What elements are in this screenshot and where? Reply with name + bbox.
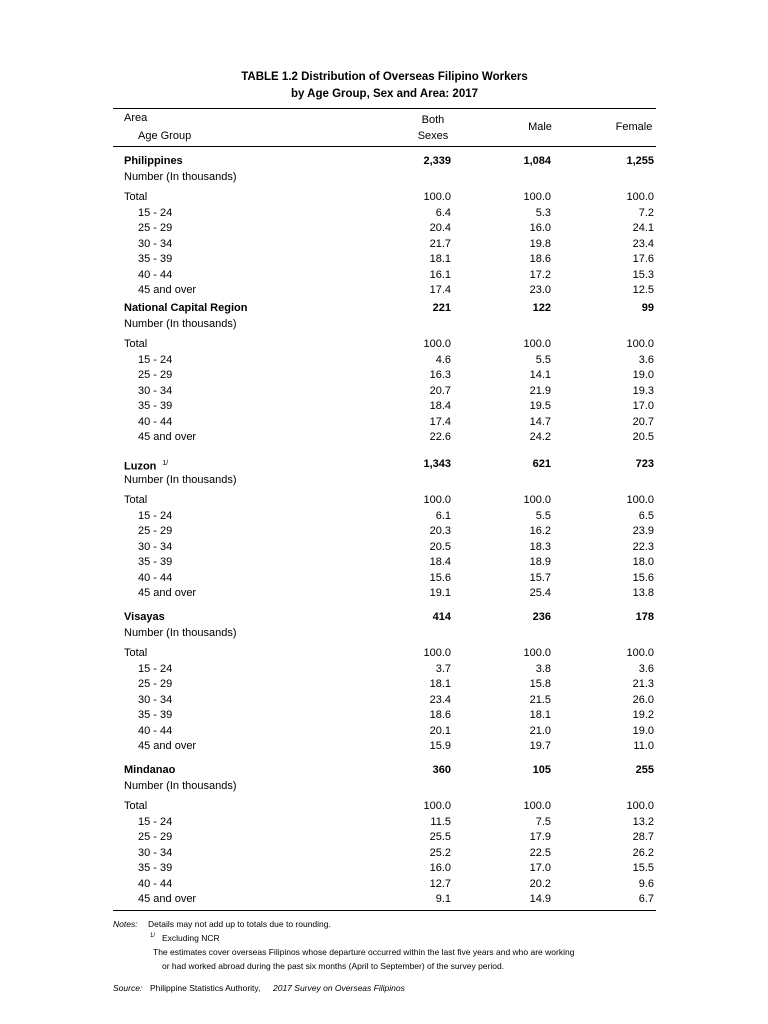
table-cell: 25.4 [529,587,551,599]
number-value: 221 [432,302,451,314]
table-cell: 16.0 [529,222,551,234]
age-group-label: 25 - 29 [138,369,173,381]
source-survey: 2017 Survey on Overseas Filipinos [273,983,405,993]
table-cell: 3.8 [535,662,551,675]
total-value: 100.0 [423,800,451,812]
table-cell: 9.1 [435,893,451,905]
age-group-label: 45 and over [138,284,197,296]
table-subtitle: by Age Group, Sex and Area: 2017 [290,88,479,100]
table-cell: 21.9 [529,384,551,397]
number-value: 236 [532,611,551,623]
table-cell: 14.7 [529,415,551,428]
number-value: 1,255 [626,155,654,167]
table-cell: 5.5 [535,353,551,366]
number-label: Number (In thousands) [124,780,237,792]
table-cell: 15.8 [529,678,551,690]
number-value: 178 [635,611,654,623]
total-label: Total [124,191,148,203]
number-value: 723 [635,458,654,470]
table-cell: 20.1 [429,724,451,737]
table-cell: 18.1 [429,253,451,265]
number-label: Number (In thousands) [124,474,237,486]
table-cell: 15.9 [429,740,451,752]
table-cell: 18.4 [429,400,451,412]
age-group-label: 25 - 29 [138,222,173,234]
table-cell: 19.0 [632,369,654,381]
table-cell: 13.8 [632,587,654,599]
table-cell: 17.6 [632,253,654,265]
table-cell: 18.1 [529,709,551,721]
age-group-label: 45 and over [138,740,197,752]
table-cell: 21.3 [632,678,654,690]
age-group-label: 15 - 24 [138,815,173,828]
number-value: 1,084 [523,155,551,167]
notes-label: Notes: [113,919,138,929]
age-group-label: 40 - 44 [138,268,173,281]
table-cell: 15.5 [632,862,654,874]
table-cell: 22.6 [429,431,451,443]
number-value: 255 [635,764,654,776]
table-cell: 17.0 [529,862,551,874]
table-cell: 28.7 [632,831,654,843]
number-value: 360 [432,764,451,776]
area-name: Philippines [124,155,183,167]
age-group-label: 30 - 34 [138,540,173,553]
table-cell: 18.0 [632,556,654,568]
table-cell: 18.3 [529,540,551,553]
table-cell: 17.9 [529,831,551,843]
table-cell: 22.3 [632,540,654,553]
age-group-label: 40 - 44 [138,415,173,428]
table-title: TABLE 1.2 Distribution of Overseas Filipino Workers [241,71,528,83]
table-cell: 18.6 [429,709,451,721]
table-cell: 9.6 [638,877,654,890]
table-cell: 19.3 [632,384,654,397]
age-group-label: 45 and over [138,893,197,905]
header-both-line1: Both [421,114,445,126]
notes-line4: or had worked abroad during the past six months (April to September) of the survey period. [162,961,505,971]
notes-line3: The estimates cover overseas Filipinos whose departure occurred within the last five years and who are working [153,947,575,957]
footnote-mark: 1/ [162,460,169,467]
table-cell: 19.0 [632,724,654,737]
age-group-label: 35 - 39 [138,400,173,412]
table-cell: 20.5 [429,540,451,553]
age-group-label: 30 - 34 [138,693,173,706]
age-group-label: 25 - 29 [138,525,173,537]
table-cell: 21.0 [529,724,551,737]
table-cell: 3.6 [638,353,654,366]
table-cell: 7.2 [638,206,654,219]
age-group-label: 35 - 39 [138,862,173,874]
number-label: Number (In thousands) [124,318,237,330]
table-cell: 18.4 [429,556,451,568]
table-cell: 24.1 [632,222,654,234]
table-cell: 18.9 [529,556,551,568]
table-cell: 22.5 [529,846,551,859]
table-cell: 5.3 [535,206,551,219]
table-cell: 21.5 [529,693,551,706]
number-value: 621 [532,458,551,470]
table-cell: 18.6 [529,253,551,265]
table-cell: 12.7 [429,877,451,890]
table-cell: 3.7 [435,662,451,675]
area-name: Visayas [124,611,165,623]
header-area: Area [124,112,148,124]
table-cell: 16.1 [429,268,451,281]
table-cell: 7.5 [535,815,551,828]
table-cell: 14.1 [529,369,551,381]
age-group-label: 35 - 39 [138,556,173,568]
header-female: Female [615,121,653,133]
total-value: 100.0 [626,338,654,350]
table-cell: 17.0 [632,400,654,412]
age-group-label: 40 - 44 [138,724,173,737]
age-group-label: 25 - 29 [138,831,173,843]
age-group-label: 15 - 24 [138,662,173,675]
age-group-label: 30 - 34 [138,846,173,859]
number-label: Number (In thousands) [124,171,237,183]
age-group-label: 40 - 44 [138,877,173,890]
age-group-label: 15 - 24 [138,509,173,522]
table-cell: 20.7 [429,384,451,397]
area-name: National Capital Region [124,302,248,314]
table-cell: 15.3 [632,268,654,281]
header-male: Male [528,121,552,133]
table-cell: 15.6 [429,571,451,584]
table-cell: 20.4 [429,222,451,234]
header-age-group: Age Group [138,130,192,142]
number-value: 105 [532,764,551,776]
total-label: Total [124,338,148,350]
bottom-rule [113,910,656,911]
table-cell: 14.9 [529,893,551,905]
table-cell: 23.0 [529,284,551,296]
total-value: 100.0 [626,494,654,506]
table-cell: 19.7 [529,740,551,752]
number-value: 122 [532,302,551,314]
total-value: 100.0 [523,191,551,203]
table-cell: 21.7 [429,237,451,250]
table-cell: 12.5 [632,284,654,296]
table-cell: 19.5 [529,400,551,412]
age-group-label: 15 - 24 [138,206,173,219]
total-value: 100.0 [626,800,654,812]
total-value: 100.0 [523,338,551,350]
table-cell: 6.7 [638,893,654,905]
number-value: 414 [432,611,451,623]
table-cell: 24.2 [529,431,551,443]
total-label: Total [124,647,148,659]
table-cell: 19.1 [429,587,451,599]
total-value: 100.0 [523,800,551,812]
total-value: 100.0 [423,647,451,659]
total-value: 100.0 [523,647,551,659]
age-group-label: 25 - 29 [138,678,173,690]
table-cell: 17.4 [429,415,451,428]
age-group-label: 45 and over [138,587,197,599]
table-cell: 23.9 [632,525,654,537]
table-cell: 26.0 [632,693,654,706]
notes-footnote-mark: 1/ [150,933,156,939]
top-rule [113,108,656,109]
table-cell: 4.6 [435,353,451,366]
table-cell: 6.4 [435,206,451,219]
age-group-label: 30 - 34 [138,384,173,397]
source-text: Philippine Statistics Authority, [150,983,261,993]
total-value: 100.0 [626,647,654,659]
table-cell: 11.0 [633,740,654,752]
number-value: 2,339 [423,155,451,167]
table-cell: 19.8 [529,237,551,250]
table-cell: 17.4 [429,284,451,296]
table-cell: 3.6 [638,662,654,675]
table-cell: 20.7 [632,415,654,428]
table-cell: 19.2 [632,709,654,721]
table-cell: 16.2 [529,525,551,537]
total-value: 100.0 [523,494,551,506]
area-name-text: Luzon [124,460,157,473]
table-cell: 20.2 [529,877,551,890]
area-name: Mindanao [124,764,176,776]
table-cell: 26.2 [632,846,654,859]
table-cell: 15.7 [529,571,551,584]
total-value: 100.0 [626,191,654,203]
age-group-label: 35 - 39 [138,253,173,265]
table-cell: 11.5 [430,815,451,828]
table-cell: 20.3 [429,525,451,537]
table-cell: 6.1 [435,509,451,522]
table-cell: 15.6 [632,571,654,584]
table-cell: 23.4 [632,237,654,250]
total-value: 100.0 [423,494,451,506]
age-group-label: 15 - 24 [138,353,173,366]
number-label: Number (In thousands) [124,627,237,639]
age-group-label: 45 and over [138,431,197,443]
age-group-label: 30 - 34 [138,237,173,250]
age-group-label: 35 - 39 [138,709,173,721]
total-value: 100.0 [423,338,451,350]
source-label: Source: [113,983,143,993]
table-cell: 23.4 [429,693,451,706]
area-name [124,457,168,474]
table-cell: 18.1 [429,678,451,690]
table-cell: 20.5 [632,431,654,443]
table-cell: 17.2 [529,268,551,281]
table-cell: 13.2 [632,815,654,828]
table-cell: 6.5 [638,509,654,522]
notes-line1: Details may not add up to totals due to rounding. [148,919,331,929]
table-cell: 16.0 [429,862,451,874]
number-value: 99 [641,302,654,314]
number-value: 1,343 [423,458,451,470]
total-label: Total [124,494,148,506]
notes-footnote-text: Excluding NCR [162,933,220,943]
header-rule [113,146,656,147]
header-both-line2: Sexes [417,130,449,142]
total-label: Total [124,800,148,812]
age-group-label: 40 - 44 [138,571,173,584]
total-value: 100.0 [423,191,451,203]
table-cell: 16.3 [429,369,451,381]
table-cell: 25.5 [429,831,451,843]
table-cell: 5.5 [535,509,551,522]
table-cell: 25.2 [429,846,451,859]
